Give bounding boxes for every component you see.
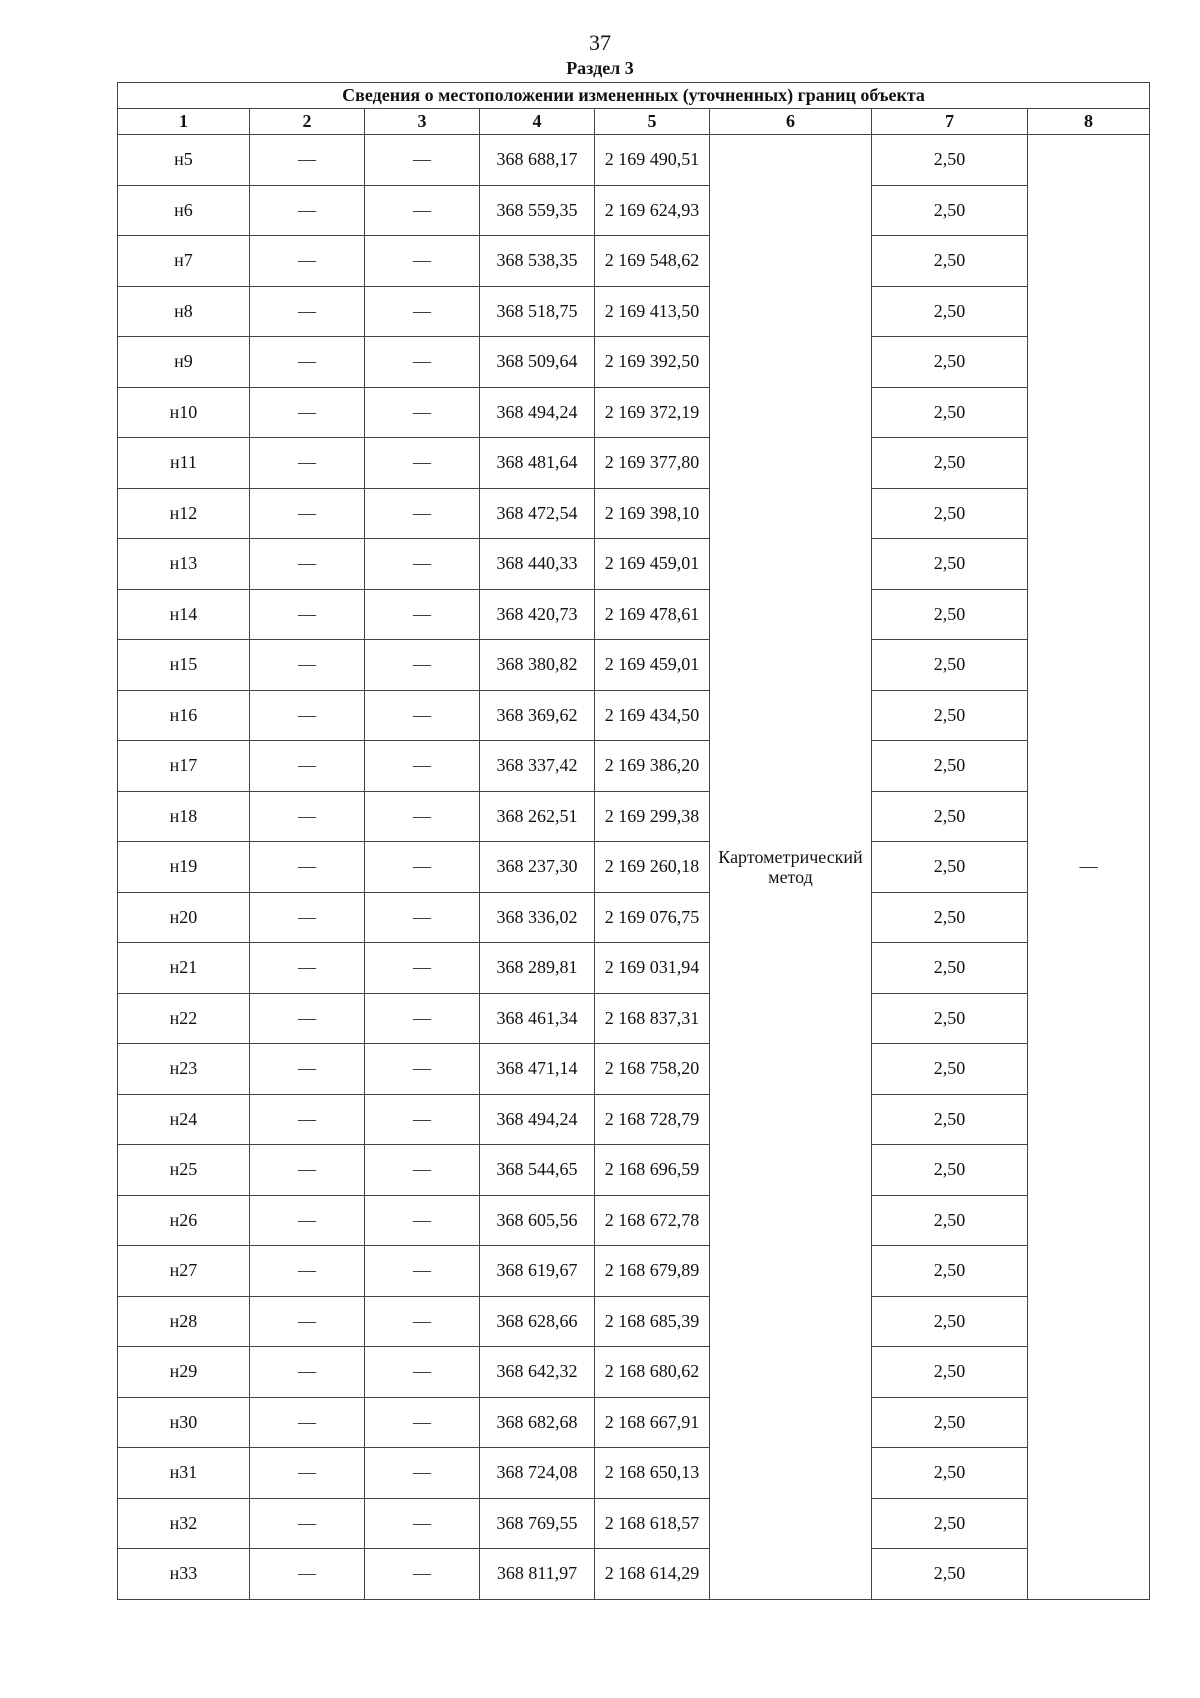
point-name: н31	[118, 1448, 250, 1499]
column-7-value: 2,50	[872, 690, 1028, 741]
column-3-value: —	[365, 1195, 480, 1246]
x-coordinate: 368 336,02	[480, 892, 595, 943]
point-name: н12	[118, 488, 250, 539]
table-row	[118, 741, 1150, 792]
point-name: н30	[118, 1397, 250, 1448]
column-number-row	[118, 109, 1150, 135]
column-7-value: 2,50	[872, 1549, 1028, 1600]
table-row	[118, 640, 1150, 691]
column-2-value: —	[250, 337, 365, 388]
x-coordinate: 368 337,42	[480, 741, 595, 792]
point-name: н27	[118, 1246, 250, 1297]
boundary-coordinates-table	[117, 82, 1150, 1600]
column-3-value: —	[365, 1549, 480, 1600]
column-7-value: 2,50	[872, 1044, 1028, 1095]
column-3-value: —	[365, 488, 480, 539]
table-row	[118, 185, 1150, 236]
x-coordinate: 368 289,81	[480, 943, 595, 994]
column-3-value: —	[365, 1448, 480, 1499]
table-row	[118, 1347, 1150, 1398]
column-7-value: 2,50	[872, 438, 1028, 489]
point-name: н18	[118, 791, 250, 842]
y-coordinate: 2 168 696,59	[595, 1145, 710, 1196]
point-name: н14	[118, 589, 250, 640]
point-name: н33	[118, 1549, 250, 1600]
column-3-value: —	[365, 690, 480, 741]
y-coordinate: 2 169 459,01	[595, 539, 710, 590]
y-coordinate: 2 169 459,01	[595, 640, 710, 691]
column-number: 1	[118, 109, 250, 135]
column-number: 8	[1028, 109, 1150, 135]
table-row	[118, 135, 1150, 186]
y-coordinate: 2 169 434,50	[595, 690, 710, 741]
column-number: 4	[480, 109, 595, 135]
table-row	[118, 892, 1150, 943]
x-coordinate: 368 811,97	[480, 1549, 595, 1600]
table-row	[118, 1044, 1150, 1095]
column-2-value: —	[250, 842, 365, 893]
y-coordinate: 2 169 490,51	[595, 135, 710, 186]
column-3-value: —	[365, 438, 480, 489]
table-row	[118, 1549, 1150, 1600]
column-7-value: 2,50	[872, 1498, 1028, 1549]
column-3-value: —	[365, 1296, 480, 1347]
column-7-value: 2,50	[872, 1195, 1028, 1246]
point-name: н29	[118, 1347, 250, 1398]
x-coordinate: 368 682,68	[480, 1397, 595, 1448]
point-name: н32	[118, 1498, 250, 1549]
y-coordinate: 2 168 679,89	[595, 1246, 710, 1297]
point-name: н21	[118, 943, 250, 994]
table-row	[118, 1145, 1150, 1196]
column-2-value: —	[250, 1195, 365, 1246]
y-coordinate: 2 169 392,50	[595, 337, 710, 388]
x-coordinate: 368 262,51	[480, 791, 595, 842]
column-3-value: —	[365, 791, 480, 842]
column-2-value: —	[250, 286, 365, 337]
point-name: н13	[118, 539, 250, 590]
x-coordinate: 368 369,62	[480, 690, 595, 741]
table-row	[118, 1094, 1150, 1145]
table-row	[118, 1296, 1150, 1347]
column-2-value: —	[250, 488, 365, 539]
table-row	[118, 943, 1150, 994]
column-7-value: 2,50	[872, 791, 1028, 842]
column-3-value: —	[365, 1246, 480, 1297]
column-2-value: —	[250, 135, 365, 186]
x-coordinate: 368 518,75	[480, 286, 595, 337]
y-coordinate: 2 169 413,50	[595, 286, 710, 337]
column-7-value: 2,50	[872, 236, 1028, 287]
y-coordinate: 2 168 685,39	[595, 1296, 710, 1347]
column-2-value: —	[250, 640, 365, 691]
column-3-value: —	[365, 539, 480, 590]
column-3-value: —	[365, 741, 480, 792]
y-coordinate: 2 169 548,62	[595, 236, 710, 287]
column-number: 2	[250, 109, 365, 135]
y-coordinate: 2 168 650,13	[595, 1448, 710, 1499]
page-number: 37	[589, 30, 611, 55]
column-7-value: 2,50	[872, 993, 1028, 1044]
table-row	[118, 993, 1150, 1044]
x-coordinate: 368 769,55	[480, 1498, 595, 1549]
column-3-value: —	[365, 387, 480, 438]
point-name: н24	[118, 1094, 250, 1145]
column-3-value: —	[365, 943, 480, 994]
column-7-value: 2,50	[872, 185, 1028, 236]
column-2-value: —	[250, 589, 365, 640]
y-coordinate: 2 168 667,91	[595, 1397, 710, 1448]
x-coordinate: 368 642,32	[480, 1347, 595, 1398]
column-3-value: —	[365, 185, 480, 236]
column-3-value: —	[365, 1498, 480, 1549]
column-2-value: —	[250, 741, 365, 792]
x-coordinate: 368 724,08	[480, 1448, 595, 1499]
column-2-value: —	[250, 1044, 365, 1095]
y-coordinate: 2 169 372,19	[595, 387, 710, 438]
column-2-value: —	[250, 387, 365, 438]
column-3-value: —	[365, 842, 480, 893]
column-number: 5	[595, 109, 710, 135]
y-coordinate: 2 169 398,10	[595, 488, 710, 539]
x-coordinate: 368 688,17	[480, 135, 595, 186]
column-7-value: 2,50	[872, 640, 1028, 691]
point-name: н22	[118, 993, 250, 1044]
column-number: 6	[710, 109, 872, 135]
table-row	[118, 1195, 1150, 1246]
table-row	[118, 1448, 1150, 1499]
x-coordinate: 368 471,14	[480, 1044, 595, 1095]
point-name: н28	[118, 1296, 250, 1347]
point-name: н6	[118, 185, 250, 236]
point-name: н20	[118, 892, 250, 943]
column-7-value: 2,50	[872, 1347, 1028, 1398]
table-caption: Сведения о местоположении измененных (уточненных) границ объекта	[118, 83, 1150, 109]
column-7-value: 2,50	[872, 842, 1028, 893]
y-coordinate: 2 169 299,38	[595, 791, 710, 842]
column-7-value: 2,50	[872, 1296, 1028, 1347]
column-3-value: —	[365, 1044, 480, 1095]
point-name: н15	[118, 640, 250, 691]
table-row	[118, 791, 1150, 842]
column-7-value: 2,50	[872, 1397, 1028, 1448]
table-row	[118, 842, 1150, 893]
column-7-value: 2,50	[872, 741, 1028, 792]
table-row	[118, 589, 1150, 640]
column-2-value: —	[250, 1246, 365, 1297]
table-row	[118, 690, 1150, 741]
table-row	[118, 1246, 1150, 1297]
x-coordinate: 368 472,54	[480, 488, 595, 539]
y-coordinate: 2 169 031,94	[595, 943, 710, 994]
column-2-value: —	[250, 236, 365, 287]
column-number: 7	[872, 109, 1028, 135]
y-coordinate: 2 168 680,62	[595, 1347, 710, 1398]
point-name: н23	[118, 1044, 250, 1095]
point-name: н7	[118, 236, 250, 287]
column-2-value: —	[250, 690, 365, 741]
column-2-value: —	[250, 1448, 365, 1499]
y-coordinate: 2 169 260,18	[595, 842, 710, 893]
column-3-value: —	[365, 135, 480, 186]
table-row	[118, 387, 1150, 438]
column-3-value: —	[365, 236, 480, 287]
column-2-value: —	[250, 185, 365, 236]
point-name: н25	[118, 1145, 250, 1196]
x-coordinate: 368 420,73	[480, 589, 595, 640]
table-row	[118, 1498, 1150, 1549]
column-7-value: 2,50	[872, 135, 1028, 186]
y-coordinate: 2 169 386,20	[595, 741, 710, 792]
column-7-value: 2,50	[872, 1246, 1028, 1297]
column-3-value: —	[365, 1397, 480, 1448]
column-7-value: 2,50	[872, 892, 1028, 943]
column-3-value: —	[365, 640, 480, 691]
x-coordinate: 368 628,66	[480, 1296, 595, 1347]
column-3-value: —	[365, 286, 480, 337]
table-row	[118, 488, 1150, 539]
column-7-value: 2,50	[872, 286, 1028, 337]
y-coordinate: 2 168 837,31	[595, 993, 710, 1044]
column-3-value: —	[365, 892, 480, 943]
column-2-value: —	[250, 1549, 365, 1600]
table-row	[118, 337, 1150, 388]
y-coordinate: 2 168 614,29	[595, 1549, 710, 1600]
column-7-value: 2,50	[872, 387, 1028, 438]
column-7-value: 2,50	[872, 337, 1028, 388]
column-2-value: —	[250, 1397, 365, 1448]
column-2-value: —	[250, 1145, 365, 1196]
method-cell: Картометрический метод	[710, 135, 872, 1600]
column-2-value: —	[250, 1498, 365, 1549]
table-row	[118, 539, 1150, 590]
table-row	[118, 286, 1150, 337]
point-name: н11	[118, 438, 250, 489]
column-2-value: —	[250, 1347, 365, 1398]
column-3-value: —	[365, 589, 480, 640]
x-coordinate: 368 481,64	[480, 438, 595, 489]
point-name: н17	[118, 741, 250, 792]
column-7-value: 2,50	[872, 1448, 1028, 1499]
y-coordinate: 2 169 377,80	[595, 438, 710, 489]
x-coordinate: 368 461,34	[480, 993, 595, 1044]
point-name: н5	[118, 135, 250, 186]
column-8-value: —	[1028, 135, 1150, 1600]
y-coordinate: 2 169 478,61	[595, 589, 710, 640]
column-2-value: —	[250, 1296, 365, 1347]
column-2-value: —	[250, 892, 365, 943]
x-coordinate: 368 237,30	[480, 842, 595, 893]
point-name: н26	[118, 1195, 250, 1246]
y-coordinate: 2 168 618,57	[595, 1498, 710, 1549]
x-coordinate: 368 440,33	[480, 539, 595, 590]
x-coordinate: 368 509,64	[480, 337, 595, 388]
y-coordinate: 2 169 624,93	[595, 185, 710, 236]
column-2-value: —	[250, 438, 365, 489]
column-7-value: 2,50	[872, 1094, 1028, 1145]
column-3-value: —	[365, 993, 480, 1044]
y-coordinate: 2 168 758,20	[595, 1044, 710, 1095]
column-3-value: —	[365, 1347, 480, 1398]
column-2-value: —	[250, 1094, 365, 1145]
x-coordinate: 368 559,35	[480, 185, 595, 236]
point-name: н10	[118, 387, 250, 438]
x-coordinate: 368 380,82	[480, 640, 595, 691]
column-number: 3	[365, 109, 480, 135]
column-7-value: 2,50	[872, 943, 1028, 994]
column-3-value: —	[365, 1094, 480, 1145]
column-7-value: 2,50	[872, 488, 1028, 539]
table-row	[118, 1397, 1150, 1448]
table-row	[118, 236, 1150, 287]
y-coordinate: 2 168 672,78	[595, 1195, 710, 1246]
x-coordinate: 368 538,35	[480, 236, 595, 287]
column-2-value: —	[250, 791, 365, 842]
column-2-value: —	[250, 539, 365, 590]
x-coordinate: 368 605,56	[480, 1195, 595, 1246]
point-name: н8	[118, 286, 250, 337]
table-row	[118, 438, 1150, 489]
x-coordinate: 368 544,65	[480, 1145, 595, 1196]
column-7-value: 2,50	[872, 539, 1028, 590]
column-7-value: 2,50	[872, 1145, 1028, 1196]
point-name: н16	[118, 690, 250, 741]
column-3-value: —	[365, 337, 480, 388]
x-coordinate: 368 494,24	[480, 387, 595, 438]
x-coordinate: 368 619,67	[480, 1246, 595, 1297]
x-coordinate: 368 494,24	[480, 1094, 595, 1145]
point-name: н19	[118, 842, 250, 893]
column-2-value: —	[250, 943, 365, 994]
y-coordinate: 2 168 728,79	[595, 1094, 710, 1145]
section-title: Раздел 3	[566, 58, 634, 78]
column-3-value: —	[365, 1145, 480, 1196]
column-2-value: —	[250, 993, 365, 1044]
point-name: н9	[118, 337, 250, 388]
table-body	[118, 135, 1150, 1600]
y-coordinate: 2 169 076,75	[595, 892, 710, 943]
column-7-value: 2,50	[872, 589, 1028, 640]
